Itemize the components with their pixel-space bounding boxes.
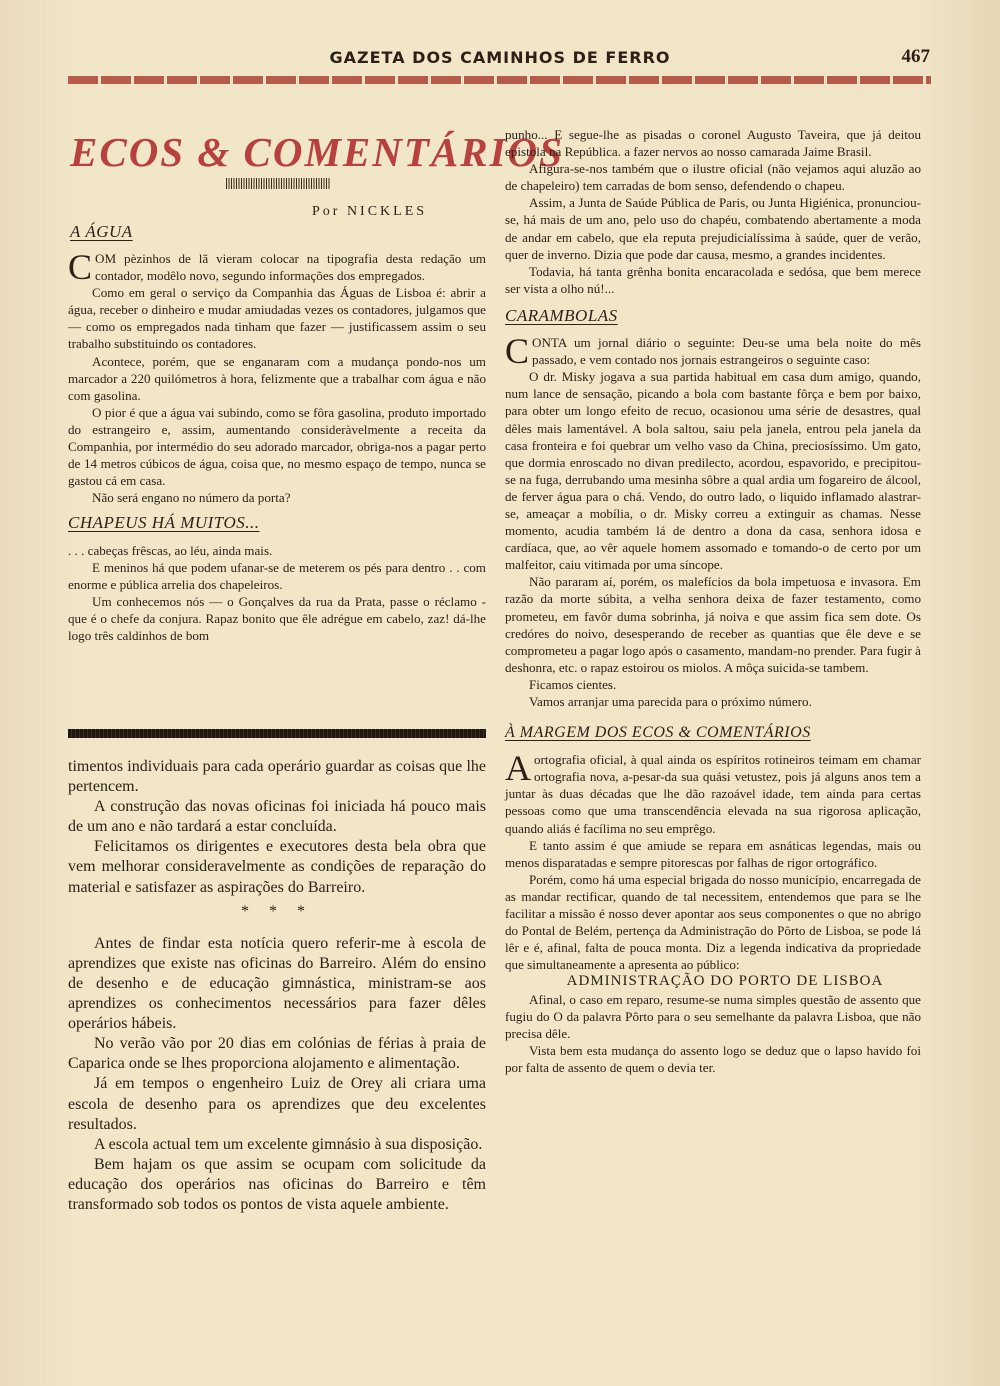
- journal-title: GAZETA DOS CAMINHOS DE FERRO: [329, 48, 671, 67]
- running-header: [60, 44, 940, 74]
- paragraph: Ficamos cientes.: [529, 676, 617, 692]
- column-divider-rule: [68, 729, 486, 738]
- section-separator: * * *: [241, 902, 313, 920]
- paragraph: Vamos arranjar uma parecida para o próximo número.: [529, 694, 812, 709]
- paragraph: Porém, como há uma especial brigada do nosso município, encarregada de as mandar rectificar, quando de tal necessitem, entendemos que para se lhe facilitar a missão é nosso dever apontar aos seus componentes o que no abrigo do Pontal de Belém, pertença da Administração do Pôrto de Lisboa, se pode lá lêr e é, afinal, falta de pouca monta. Diz a legenda indicativa da propriedade que simultaneamente a apresenta ao público:: [505, 871, 921, 973]
- drop-cap: C: [68, 247, 93, 287]
- paragraph: Como em geral o serviço da Companhia das Águas de Lisboa é: abrir a água, receber o dinheiro e mudar amiudadas vezes os contadores, julgamos que — como os empregados nada tinham que fazer — justificassem assim o seu trabalho substituindo os contadores.: [68, 285, 486, 352]
- right-column: [505, 126, 921, 1076]
- paragraph: A escola actual tem um excelente gimnásio à sua disposição.: [94, 1135, 483, 1153]
- paragraph: A construção das novas oficinas foi iniciada há pouco mais de um ano e não tardará a estar concluída.: [68, 798, 486, 836]
- paragraph: E tanto assim é que amiude se repara em asnáticas legendas, mais ou menos disparatadas e sempre pitorescas por falhas de rigor ortográfico.: [505, 837, 921, 870]
- left-column-bottom: [68, 757, 486, 1215]
- paragraph: Afinal, o caso em reparo, resume-se numa simples questão de assento que fugiu do O da palavra Pôrto para o seu semelhante da palavra Lisboa, que não precisa dêle.: [505, 991, 921, 1041]
- paragraph: . . . cabeças frêscas, ao léu, ainda mais.: [68, 542, 273, 558]
- paragraph: Afigura-se-nos também que o ilustre oficial (não vejamos aqui aluzão ao de chapeleiro) tem carradas de bom senso, defendendo o chapeu.: [505, 161, 921, 194]
- paragraph: E meninos há que podem ufanar-se de meterem os pés para dentro . . com enorme e pública arrelia dos chapeleiros.: [68, 559, 486, 592]
- article-title: ECOS & COMENTÁRIOS: [70, 129, 564, 175]
- section-heading-carambolas: CARAMBOLAS: [505, 305, 618, 325]
- left-column-top: [68, 247, 486, 644]
- paragraph: O dr. Misky jogava a sua partida habitual em casa dum amigo, quando, num lance de sensação, picando a bola com bastante fôrça e bem por baixo, para obter um longo efeito de recuo, ocasionou uma série de desastres, qual dêles mais lamentável. A bola saltou, saiu pela janela, entrou pela janela da casa fronteira e foi quebrar um velho vaso da China, preciosíssimo. Um gato, que dormia enroscado no divan predilecto, acordou, espavorido, e precipitou-se na fuga, derrubando uma mesinha sôbre a qual ardia um fogareiro de álcool, de ferver água para o chá. Vendo, do outro lado, o liquido inflamado alastrar-se, ameaçar a mobília, o dr. Misky correu a extinguir as chamas. Nesse momento, acudia também lá de dentro a dona da casa, senhora idosa e cardíaca, que, ao vêr aquele homem assomado e tomando-o de certo por um malfeitor, caiu vitimada por uma síncope.: [505, 369, 921, 573]
- paragraph: CONTA um jornal diário o seguinte: Deu-se uma bela noite do mês passado, e vem contado nos jornais estrangeiros o seguinte caso:: [505, 331, 921, 372]
- byline: Por NICKLES: [312, 204, 428, 219]
- paragraph: Já em tempos o engenheiro Luiz de Orey ali criara uma escola de desenho para os aprendizes que deu excelentes resultados.: [68, 1075, 486, 1133]
- section-heading-chapeus: CHAPEUS HÁ MUITOS...: [68, 513, 260, 533]
- paragraph: Acontece, porém, que se enganaram com a mudança pondo-nos um marcador a 220 quilómetros à hora, felizmente que a trabalhar com água e não com gasolina.: [68, 353, 486, 403]
- section-heading-agua: A ÁGUA: [70, 222, 133, 241]
- paragraph: COM pèzinhos de lã vieram colocar na tipografia desta redação um contador, modêlo novo, segundo informações dos empregados.: [68, 247, 486, 287]
- drop-cap: C: [505, 331, 530, 372]
- section-heading-margem: À MARGEM DOS ECOS & COMENTÁRIOS: [505, 724, 811, 742]
- paragraph: Vista bem esta mudança do assento logo se deduz que o lapso havido foi por falta de assento de quem o devia ter.: [505, 1042, 921, 1075]
- page-number: 467: [901, 46, 930, 67]
- paragraph: Bem hajam os que assim se ocupam com solicitude da educação dos operários nas oficinas do Barreiro e têm transformado sob todos os pontos de vista aquele ambiente.: [68, 1155, 486, 1213]
- paragraph: No verão vão por 20 dias em colónias de férias à praia de Caparica onde se lhes proporciona alojamento e alimentação.: [68, 1035, 486, 1073]
- paragraph: Assim, a Junta de Saúde Pública de Paris, ou Junta Higiénica, pronunciou-se, há mais de um ano, pelo uso do chapéu, combatendo abertamente a moda de andar em cabelo, que ela reputa prejudicialíssima à saúde, quer de verão, quer de inverno. Dizia que pode dar causa, mesmo, a grandes incidentes.: [505, 195, 921, 262]
- paragraph: Antes de findar esta notícia quero referir-me à escola de aprendizes que existe nas oficinas do Barreiro. Além do ensino de desenho e de educação gimnástica, ministram-se aos aprendizes os conhecimentos necessários para fazer dêles operários hábeis.: [68, 934, 486, 1033]
- quoted-legend: ADMINISTRAÇÃO DO PORTO DE LISBOA: [566, 973, 884, 990]
- paragraph: Felicitamos os dirigentes e executores desta bela obra que vem melhorar consideravelmente as condições de reparação do material e satisfazer as aspirações do Barreiro.: [68, 838, 486, 896]
- title-ornament: [226, 178, 330, 189]
- paragraph: timentos individuais para cada operário guardar as coisas que lhe pertencem.: [68, 758, 486, 796]
- paragraph: punho... E segue-lhe as pisadas o coronel Augusto Taveira, que já deitou epistola na República. a fazer nervos ao nosso camarada Jaime Brasil.: [505, 127, 921, 160]
- paragraph: Um conhecemos nós — o Gonçalves da rua da Prata, passe o réclamo - que é o chefe da conjura. Rapaz bonito que êle adrégue em cabelo, zaz! dá-lhe logo três caldinhos de bom: [68, 593, 486, 643]
- paragraph: O pior é que a água vai subindo, como se fôra gasolina, produto importado do estrangeiro e, assim, aumentando consideràvelmente a receita da Companhia, por intermédio do seu adorado marcador, obriga-nos a pagar perto de 14 metros cúbicos de água, coisa que, no mesmo espaço de tempo, nunca se gastou cá em casa.: [68, 404, 486, 489]
- paragraph: Todavia, há tanta grênha bonita encaracolada e sedósa, que bem merece ser vista a olho nú!...: [505, 263, 921, 296]
- drop-cap: A: [505, 748, 531, 789]
- paragraph: Não será engano no número da porta?: [92, 490, 291, 506]
- paragraph: Não pararam aí, porém, os malefícios da bola impetuosa e invasora. Em razão da morte súbita, a velha senhora deixa de fazer testamento, como prometeu, em favôr duma sobrinha, já noiva e que assim fica sem dote. Os credóres do noivo, desesperando de receber as quantias que êle deve e se comprometeu a pagar logo após o casamento, mandam-no prender. Para fugir à deshonra, etc. o rapaz estoirou os miolos. A môça suicida-se tambem.: [505, 574, 921, 675]
- header-rule: [68, 76, 931, 84]
- paragraph: Aortografia oficial, à qual ainda os espíritos rotineiros teimam em chamar ortografia nova, a-pesar-da sua quási vetustez, pois já alguns anos tem a juntar às duas décadas que lhe dão razoável idade, tem ainda para certas pessoas como que uma transcendência elevada na sua rigorosa aplicação, quando aliás é facílima no seu emprêgo.: [505, 748, 921, 836]
